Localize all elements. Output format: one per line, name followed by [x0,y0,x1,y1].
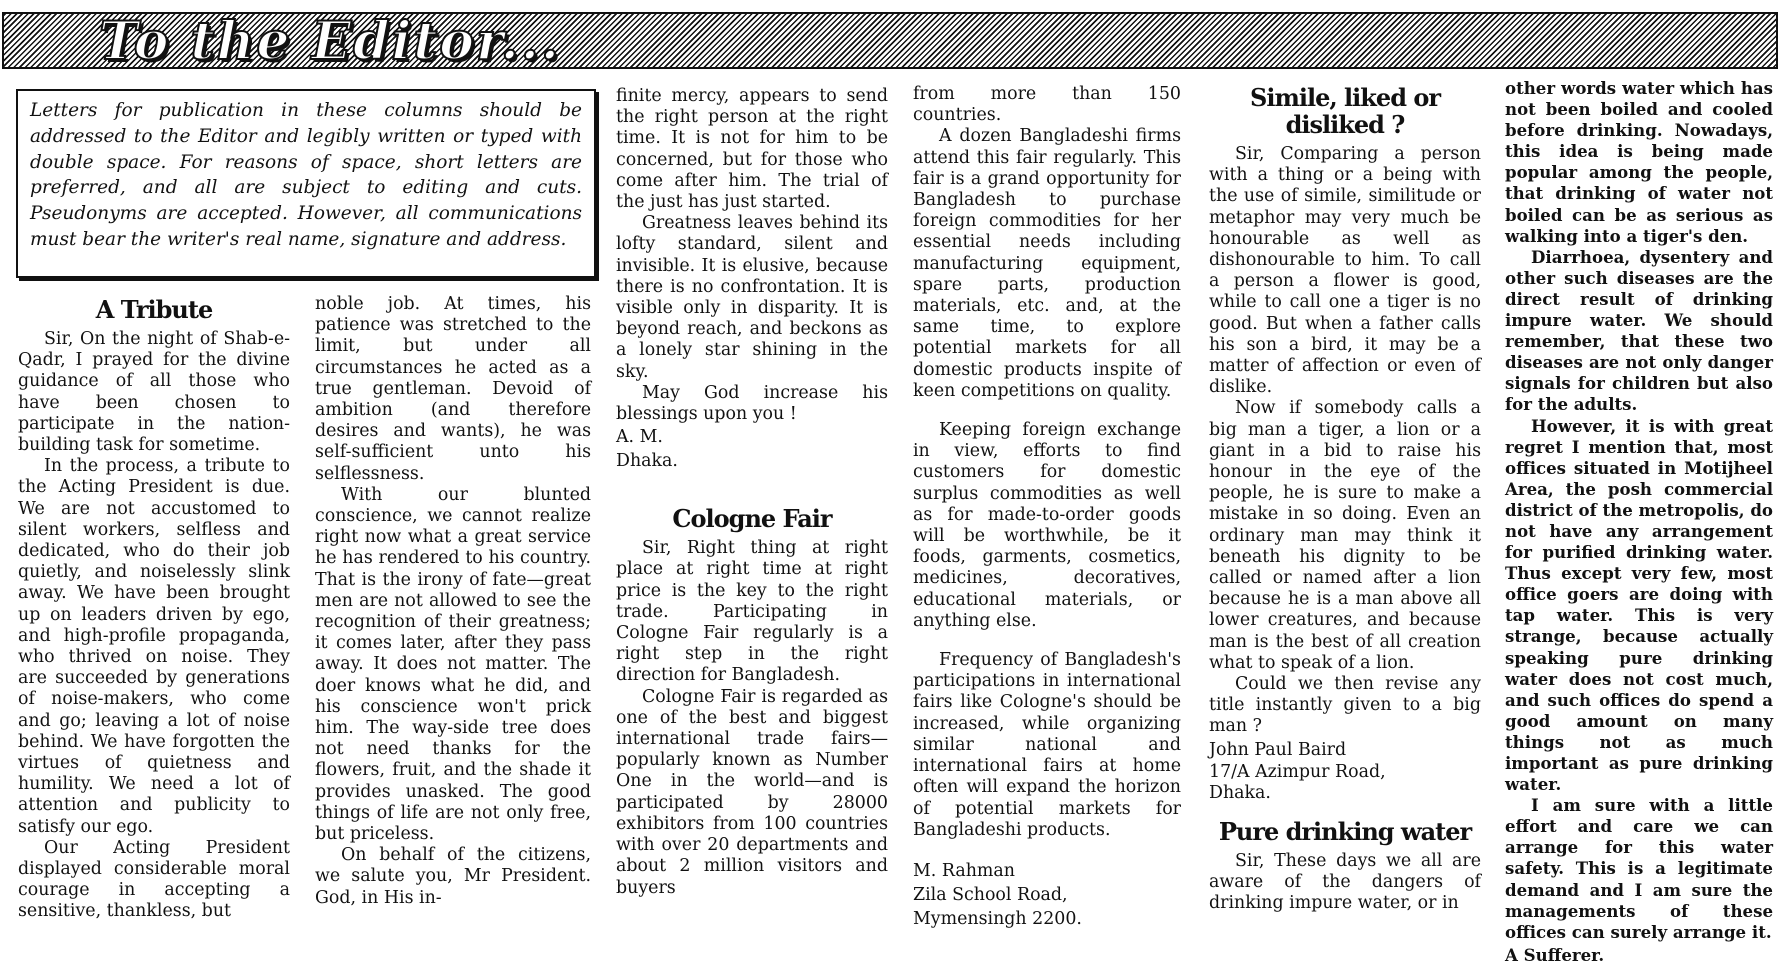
letter-paragraph: from more than 150 countries. [913,84,1181,126]
column-6 [1505,78,1773,967]
letter-paragraph: Sir, Comparing a person with a thing or a being with the use of simile, similitude or metaphor may very much be honourable as well as dishonourable to him. To call a person a flower is good, while to call one a tiger is no good. But when a father calls his son a bird, it may be a matter of affection or even of dislike. [1209,144,1481,398]
column-4 [913,84,1181,931]
letter-paragraph: I am sure with a little effort and care we can arrange for this water safety. This is a legitimate demand and I am sure the managements of these offices can surely arrange it. [1505,795,1773,942]
column-5 [1209,82,1481,914]
letter-paragraph: Our Acting President displayed considerable moral courage in accepting a sensitive, thankless, but [18,837,290,922]
letter-paragraph: Sir, Right thing at right place at right time at right price is the key to the right trade. Participating in Cologne Fair regularly is a right step in the right direction for Bangladesh. [616,538,888,686]
letter-paragraph: finite mercy, appears to send the right person at the right time. It is not for him to be concerned, but for those who come after him. The trial of the just has just started. [616,86,888,213]
letter-title-water: Pure drinking water [1218,816,1472,846]
letter-signature: A Sufferer. [1505,944,1605,965]
letter-title-simile: Simile, liked or disliked ? [1250,83,1440,139]
letter-signature: John Paul Baird [1209,739,1347,760]
letter-paragraph: Now if somebody calls a big man a tiger, a lion or a giant in a bid to raise his honour in the eye of the people, he is sure to make a mistake in so doing. Even an ordinary man may think it beneath his dignity to be called or named after a lion because he is a man above all lower creatures, and because man is the best of all creation what to speak of a lion. [1209,398,1481,673]
section-title: To the Editor... [99,12,561,69]
letter-paragraph: Keeping foreign exchange in view, efforts to find customers for domestic surplus commodities as well as for made-to-order goods will be worthwhile, be it foods, garments, cosmetics, medicines, decoratives, educational materials, or anything else. [913,420,1181,631]
letter-title-tribute: A Tribute [95,295,213,324]
letter-signature: Dhaka. [1209,782,1271,803]
letter-paragraph: Could we then revise any title instantly given to a big man ? [1209,674,1481,737]
masthead-banner [2,12,1778,69]
letter-paragraph: In the process, a tribute to the Acting President is due. We are not accustomed to silent workers, selfless and dedicated, who do their job quietly, and noiselessly slink away. We have been brought up on leaders driven by ego, and high-profile propaganda, who thrived on noise. They are succeeded by generations of noise-makers, who come and go; leaving a lot of noise behind. We have forgotten the virtues of quietness and humility. We need a lot of attention and publicity to satisfy our ego. [18,456,290,837]
letter-paragraph: May God increase his blessings upon you ! [616,382,888,425]
letter-signature: M. Rahman [913,860,1015,881]
letter-paragraph: Diarrhoea, dysentery and other such diseases are the direct result of drinking impure water. We should remember, that these two diseases are not only danger signals for children but also for the adults. [1505,246,1773,415]
editorial-notice-box [16,89,596,278]
letter-signature: Mymensingh 2200. [913,908,1082,929]
letter-signature: Zila School Road, [913,884,1068,905]
letter-paragraph: Sir, On the night of Shab-e-Qadr, I prayed for the divine guidance of all those who have been chosen to participate in the nation-building task for sometime. [18,329,290,456]
column-1 [18,294,290,923]
column-2 [315,294,591,909]
letter-paragraph: Greatness leaves behind its lofty standard, silent and invisible. It is elusive, because there is no confrontation. It is visible only in disparity. It is beyond reach, and beckons as a lonely star shining in the sky. [616,213,888,382]
letter-paragraph: However, it is with great regret I mention that, most offices situated in Motijheel Area, the posh commercial district of the metropolis, do not have any arrangement for purified drinking water. Thus except very few, most office goers are doing with tap water. This is very strange, because actually speaking pure drinking water does not cost much, and such offices do spend a good amount on many things not as much important as pure drinking water. [1505,415,1773,795]
editorial-notice-text: Letters for publication in these columns should be addressed to the Editor and legibly written or typed with double space. For reasons of space, short letters are preferred, and all are subject to editing and cuts. Pseudonyms are accepted. However, all communications must bear the writer's real name, signature and address. [30,100,582,250]
letter-paragraph: other words water which has not been boiled and cooled before drinking. Nowadays, this idea is being made popular among the people, that drinking of water not boiled can be as serious as walking into a tiger's den. [1505,78,1773,246]
letter-paragraph: With our blunted conscience, we cannot realize right now what a great service he has rendered to his country. That is the irony of fate—great men are not allowed to see the recognition of their greatness; it comes later, after they pass away. It does not matter. The doer knows what he did, and his conscience won't prick him. The way-side tree does not need thanks for the flowers, fruit, and the shade it provides unasked. The good things of life are not only free, but priceless. [315,484,591,845]
letter-signature: Dhaka. [616,451,678,472]
letter-paragraph: noble job. At times, his patience was stretched to the limit, but under all circumstances he acted as a true gentleman. Devoid of ambition (and therefore desires and wants), he was self-sufficient unto his selflessness. [315,294,591,484]
letter-signature: A. M. [616,427,663,448]
column-3 [616,86,888,899]
letter-signature: 17/A Azimpur Road, [1209,761,1386,782]
letter-title-cologne: Cologne Fair [672,504,832,534]
letter-paragraph: Cologne Fair is regarded as one of the best and biggest international trade fairs—popularly known as Number One in the world—and is participated by 28000 exhibitors from 100 countries with over 20 departments and about 2 million visitors and buyers [616,686,888,898]
letter-paragraph: Sir, These days we all are aware of the dangers of drinking impure water, or in [1209,850,1481,914]
letter-paragraph: On behalf of the citizens, we salute you, Mr President. God, in His in- [315,845,591,908]
letter-paragraph: A dozen Bangladeshi firms attend this fair regularly. This fair is a grand opportunity for Bangladesh to purchase foreign commodities for her essential needs including manufacturing equipment, spare parts, production materials, etc. and, at the same time, to explore potential markets for all domestic products inspite of keen competitions on quality. [913,126,1181,401]
letter-paragraph: Frequency of Bangladesh's participations in international fairs like Cologne's should be increased, while organizing similar national and international fairs at home often will expand the horizon of potential markets for Bangladeshi products. [913,650,1181,840]
